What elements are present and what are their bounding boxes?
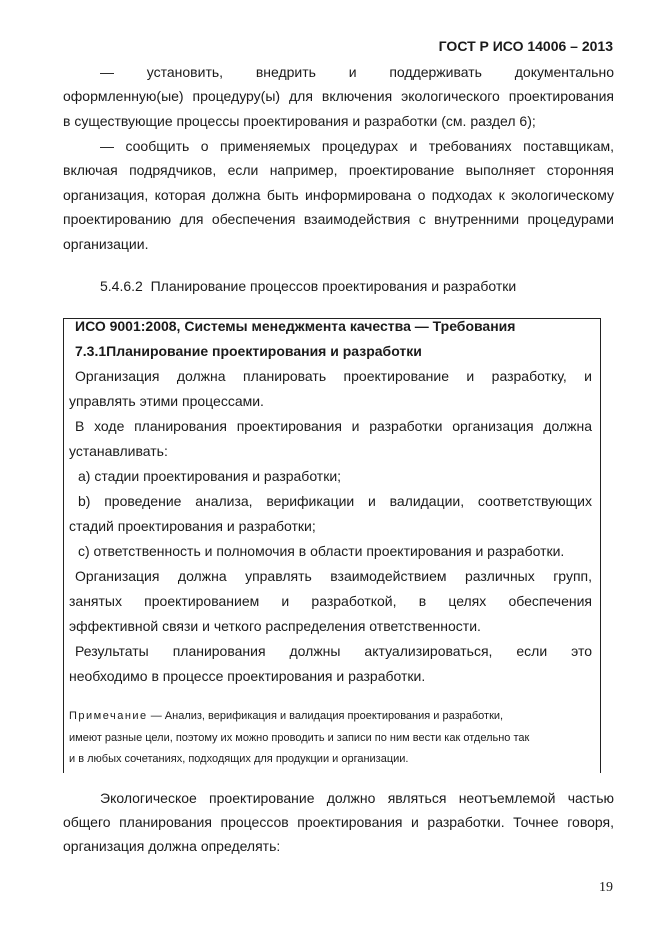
item2-line3: организация, которая должна быть информирована о подходах к экологическому	[63, 187, 614, 203]
box-para3-line2: занятых проектированием и разработкой, в целях обеспечения	[69, 593, 592, 609]
box-para3-line3: эффективной связи и четкого распределения ответственности.	[69, 618, 481, 634]
item2-line1: — сообщить о применяемых процедурах и требованиях поставщикам,	[100, 138, 614, 154]
box-para3-line1: Организация должна управлять взаимодействием различных групп,	[75, 568, 592, 584]
section-heading	[100, 278, 516, 294]
box-para4-line1: Результаты планирования должны актуализироваться, если это	[75, 643, 592, 659]
item1-line2: оформленную(ые) процедуру(ы) для включения экологического проектирования	[63, 88, 614, 104]
section-title: Планирование процессов проектирования и разработки	[150, 278, 517, 294]
box-list-b-line1: b) проведение анализа, верификации и валидации, соответствующих	[78, 493, 592, 509]
box-list-a: a) стадии проектирования и разработки;	[78, 468, 342, 484]
page-number: 19	[599, 880, 613, 895]
box-note-line3: и в любых сочетаниях, подходящих для продукции и организации.	[69, 753, 409, 765]
item2-line4: проектированию для обеспечения взаимодействия с внутренними процедурами	[63, 211, 614, 227]
box-heading: ИСО 9001:2008, Системы менеджмента качества — Требования	[75, 318, 516, 334]
box-para1-line1: Организация должна планировать проектирование и разработку, и	[75, 368, 592, 384]
note-label: Примечание	[69, 710, 148, 722]
box-list-b-line2: стадий проектирования и разработки;	[69, 518, 316, 534]
section-number: 5.4.6.2	[100, 278, 143, 294]
item1-line1: — установить, внедрить и поддерживать документально	[100, 64, 614, 80]
box-list-c: c) ответственность и полномочия в области проектирования и разработки.	[78, 543, 565, 559]
item2-line2: включая подрядчиков, если например, проектирование выполняет сторонняя	[63, 162, 614, 178]
box-subheading: 7.3.1Планирование проектирования и разработки	[75, 343, 422, 359]
closing-line3: организация должна определять:	[63, 838, 281, 854]
box-para1-line2: управлять этими процессами.	[69, 393, 264, 409]
box-para2-line1: В ходе планирования проектирования и разработки организация должна	[75, 418, 592, 434]
item1-line3: в существующие процессы проектирования и разработки (см. раздел 6);	[63, 113, 536, 129]
note-text-1: — Анализ, верификация и валидация проектирования и разработки,	[147, 710, 504, 722]
closing-line1: Экологическое проектирование должно являться неотъемлемой частью	[100, 790, 614, 806]
box-note-line1	[69, 709, 592, 723]
closing-line2: общего планирования процессов проектирования и разработки. Точнее говоря,	[63, 814, 614, 830]
box-note-line2: имеют разные цели, поэтому их можно проводить и записи по ним вести как отдельно так	[69, 732, 530, 744]
box-para2-line2: устанавливать:	[69, 443, 168, 459]
document-header: ГОСТ Р ИСО 14006 – 2013	[438, 38, 613, 54]
box-para4-line2: необходимо в процессе проектирования и разработки.	[69, 668, 426, 684]
item2-line5: организации.	[63, 236, 149, 252]
